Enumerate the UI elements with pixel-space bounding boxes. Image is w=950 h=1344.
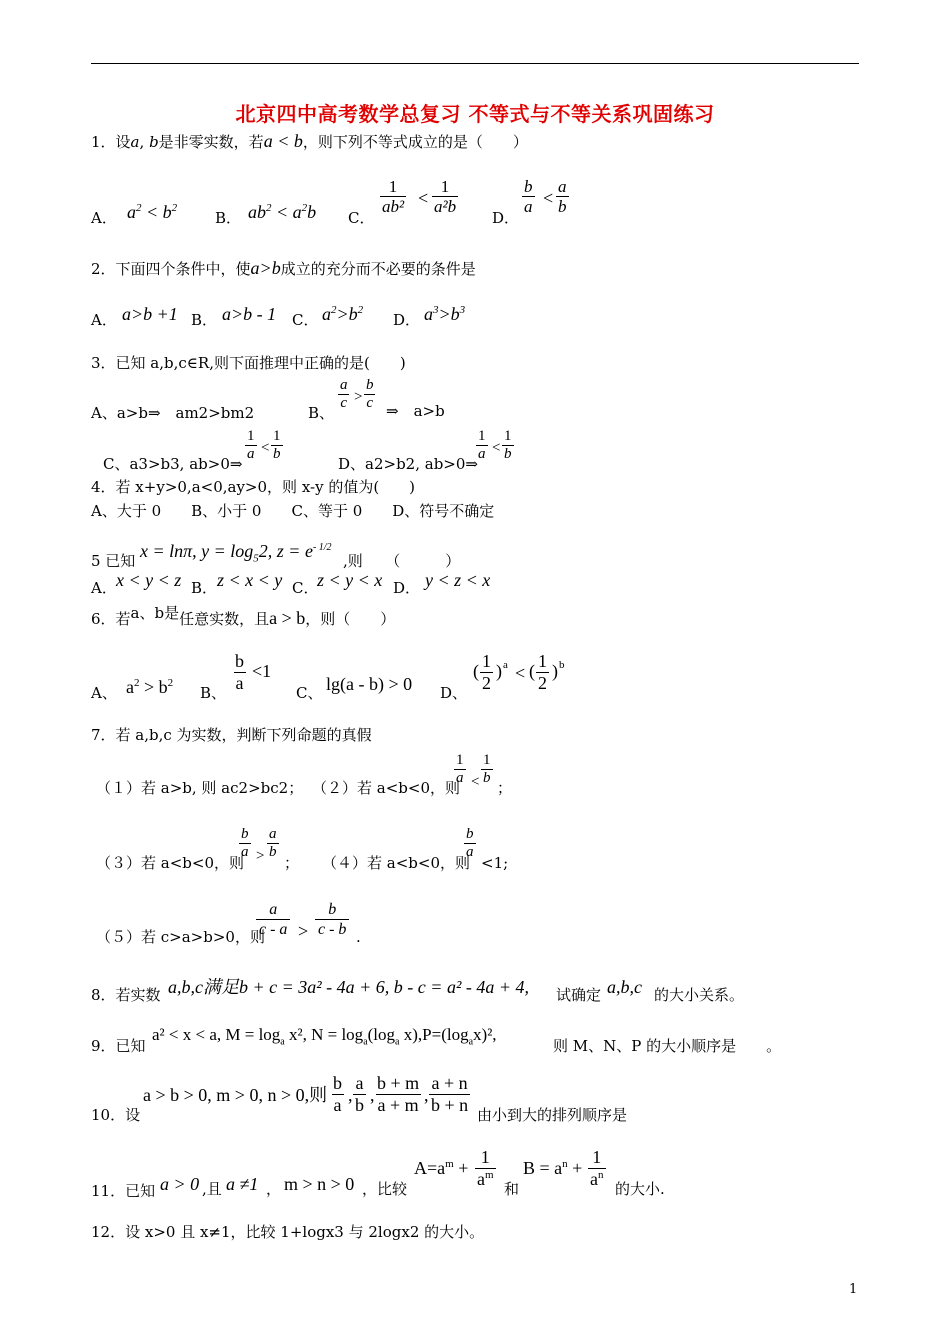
q6-d-paren2-close: )	[552, 661, 558, 681]
q2-d-label: D．	[393, 311, 421, 329]
q7-p4-tail: <1;	[481, 854, 509, 872]
q7-p4: （４）若 a<b<0，则	[322, 854, 470, 872]
q3-d-frac1: 1 a	[478, 428, 486, 462]
q7-p2-rel: <	[471, 774, 480, 790]
q6-c-label: C、	[296, 684, 323, 702]
q11-a-expr: $A=a^m$ +	[414, 1158, 469, 1178]
q7-p5-rel: >	[298, 921, 309, 941]
q7-p5: （５）若 c>a>b>0，则	[96, 928, 265, 946]
q3-c-frac2: 1 b	[273, 428, 281, 462]
page-title: 北京四中高考数学总复习 不等式与不等关系巩固练习	[235, 102, 715, 126]
q3-option-a: A、a>b⇒ am2>bm2	[91, 404, 255, 422]
q5-c-label: C．	[292, 579, 319, 597]
q11-mid2: ，	[266, 1180, 282, 1198]
q10-frac1: b a	[333, 1073, 342, 1115]
q5-b-label: B．	[191, 579, 218, 597]
q10-expr: a > b > 0, m > 0, n > 0,则	[143, 1085, 328, 1105]
q10-tail: 由小到大的排列顺序是	[477, 1106, 628, 1124]
q11-mid1: ,且	[202, 1180, 222, 1198]
q11-c2: a ≠1	[226, 1174, 259, 1194]
page-number: 1	[849, 1282, 858, 1297]
q5-option-d: y < z < x	[425, 570, 491, 590]
q10-frac3: b + m a + m	[377, 1073, 420, 1115]
q1-option-b: $ab^2 < a^2b$	[248, 202, 317, 222]
q3-b-label: B、	[308, 404, 335, 422]
q10-frac2: a b	[355, 1073, 364, 1115]
q5-expr: x = lnπ, $y = \log_52$, $z = e^{- 1/2}$	[140, 541, 332, 565]
q7-p2: （２）若 a<b<0，则	[312, 779, 460, 797]
q7-p3: （３）若 a<b<0，则	[96, 854, 244, 872]
q8-mid: 试确定	[556, 986, 602, 1004]
q3-b-rel: >	[354, 389, 363, 405]
q2-option-a: a>b +1	[122, 304, 178, 324]
q6-stem: 6．若a、b是任意实数，且a > b，则（ ）	[91, 604, 396, 628]
q11-c1: a > 0	[160, 1174, 200, 1194]
q1-c-frac1: 1 ab²	[382, 177, 405, 216]
q3-b-frac2: b c	[366, 377, 374, 411]
q1-b-label: B．	[215, 209, 242, 227]
q10-comma3: ,	[424, 1085, 429, 1105]
q7-p3-tail: ；	[284, 854, 300, 872]
q6-d-frac1: 1 2	[482, 651, 491, 693]
q7-stem: 7．若 a,b,c 为实数，判断下列命题的真假	[91, 726, 372, 744]
q10-label: 10．设	[91, 1106, 141, 1124]
q5-d-label: D．	[393, 579, 421, 597]
q7-p5-tail: .	[356, 928, 361, 946]
q6-d-frac2: 1 2	[538, 651, 547, 693]
q2-option-d: $a^3>b^3$	[424, 304, 466, 324]
q6-d-paren2: (	[529, 661, 535, 681]
header-rule	[91, 63, 859, 64]
q5-option-a: x < y < z	[116, 570, 182, 590]
q6-d-exp1: a	[503, 659, 508, 671]
q10-comma2: ,	[370, 1085, 375, 1105]
q7-p4-frac: b a	[466, 826, 474, 860]
q7-p2-frac2: 1 b	[483, 752, 491, 786]
q6-d-label: D、	[440, 684, 468, 702]
q6-d-paren1: (	[473, 661, 479, 681]
q10-frac4: a + n b + n	[431, 1073, 469, 1115]
q1-stem: 1．设a, b是非零实数，若a < b，则下列不等式成立的是（ ）	[91, 131, 528, 151]
q8-tail: 的大小关系。	[654, 986, 745, 1004]
q11-c3: m > n > 0	[284, 1174, 355, 1194]
q11-b-frac: 1 $a^n$	[590, 1147, 604, 1189]
q11-tail: 的大小.	[615, 1180, 665, 1198]
q1-d-frac1: b a	[524, 177, 533, 216]
q7-p3-rel: >	[256, 848, 265, 864]
q2-option-b: a>b - 1	[222, 304, 277, 324]
q2-option-c: $a^2>b^2$	[322, 304, 364, 324]
q1-c-rel: <	[418, 188, 429, 208]
q7-p5-frac2: b c - b	[315, 900, 349, 939]
q4-stem: 4．若 x+y>0,a<0,ay>0，则 x-y 的值为( )	[91, 478, 416, 496]
q11-mid3: ，比较	[362, 1180, 408, 1198]
q6-b-rel: <1	[252, 661, 272, 681]
q11-a-frac: 1 $a^m$	[477, 1147, 494, 1189]
q3-option-d: D、a2>b2, ab>0⇒	[338, 455, 478, 473]
q2-a-label: A．	[91, 311, 117, 329]
q7-p2-tail: ；	[497, 779, 513, 797]
q6-b-frac: b a	[235, 651, 244, 693]
q3-b-frac1: a c	[340, 377, 348, 411]
q7-p5-frac1: a c - a	[256, 900, 290, 939]
q1-c-label: C．	[348, 209, 375, 227]
q3-stem: 3．已知 a,b,c∈R,则下面推理中正确的是( )	[91, 354, 406, 372]
q10-comma1: ,	[348, 1085, 353, 1105]
q6-b-label: B、	[200, 684, 227, 702]
q6-d-exp2: b	[559, 659, 565, 671]
q1-a-label: A．	[91, 209, 117, 227]
q3-b-tail: ⇒ a>b	[386, 402, 445, 420]
q3-c-rel: <	[261, 440, 270, 456]
q3-c-frac1: 1 a	[247, 428, 255, 462]
q5-label: 5 已知	[91, 552, 136, 570]
q5-tail: ,则 （ ）	[343, 552, 461, 570]
q6-d-rel: <	[515, 663, 526, 683]
q8-expr: a,b,c满足b + c = 3a² - 4a + 6, b - c = a² - 4a + 4,	[168, 977, 529, 997]
q7-p3-frac1: b a	[241, 826, 249, 860]
q7-p2-frac1: 1 a	[456, 752, 464, 786]
q1-c-frac2: 1 a²b	[434, 177, 457, 216]
q3-d-frac2: 1 b	[504, 428, 512, 462]
q1-d-label: D．	[492, 209, 520, 227]
q1-option-a: $a^2 < b^2$	[127, 202, 178, 222]
q7-p3-frac2: a b	[269, 826, 277, 860]
q4-options: A、大于 0 B、小于 0 C、等于 0 D、符号不确定	[91, 502, 495, 520]
q6-option-a: $a^2 > b^2$	[126, 677, 174, 697]
q1-d-frac2: a b	[558, 177, 567, 216]
q7-p1: （１）若 a>b, 则 ac2>bc2；	[96, 779, 304, 797]
q3-d-rel: <	[492, 440, 501, 456]
q2-c-label: C．	[292, 311, 319, 329]
q11-label: 11．已知	[91, 1182, 156, 1200]
q5-option-b: z < x < y	[217, 570, 283, 590]
q11-b-expr: $B = a^n$ +	[523, 1158, 583, 1178]
q6-option-c: lg(a - b) > 0	[326, 674, 413, 694]
q8-vars: a,b,c	[607, 977, 642, 997]
q8-label: 8．若实数	[91, 986, 161, 1004]
q9-tail: 则 M、N、P 的大小顺序是 。	[553, 1037, 782, 1055]
q6-d-paren1-close: )	[496, 661, 502, 681]
q1-d-rel: <	[543, 188, 554, 208]
q12-stem: 12．设 x>0 且 x≠1，比较 1+logx3 与 2logx2 的大小。	[91, 1223, 485, 1241]
q11-and: 和	[504, 1180, 520, 1198]
q3-option-c: C、a3>b3, ab>0⇒	[103, 455, 243, 473]
q6-a-label: A、	[91, 684, 117, 702]
q2-stem: 2．下面四个条件中，使a>b成立的充分而不必要的条件是	[91, 258, 476, 278]
q2-b-label: B．	[191, 311, 218, 329]
q5-a-label: A．	[91, 579, 117, 597]
q5-option-c: z < y < x	[317, 570, 383, 590]
q9-label: 9．已知	[91, 1037, 146, 1055]
q9-expr: a² < x < a, $M = \log_a x^2$, $N = \log_a(\log_a$ $x),P=(\log_ax)^2$,	[152, 1025, 497, 1048]
